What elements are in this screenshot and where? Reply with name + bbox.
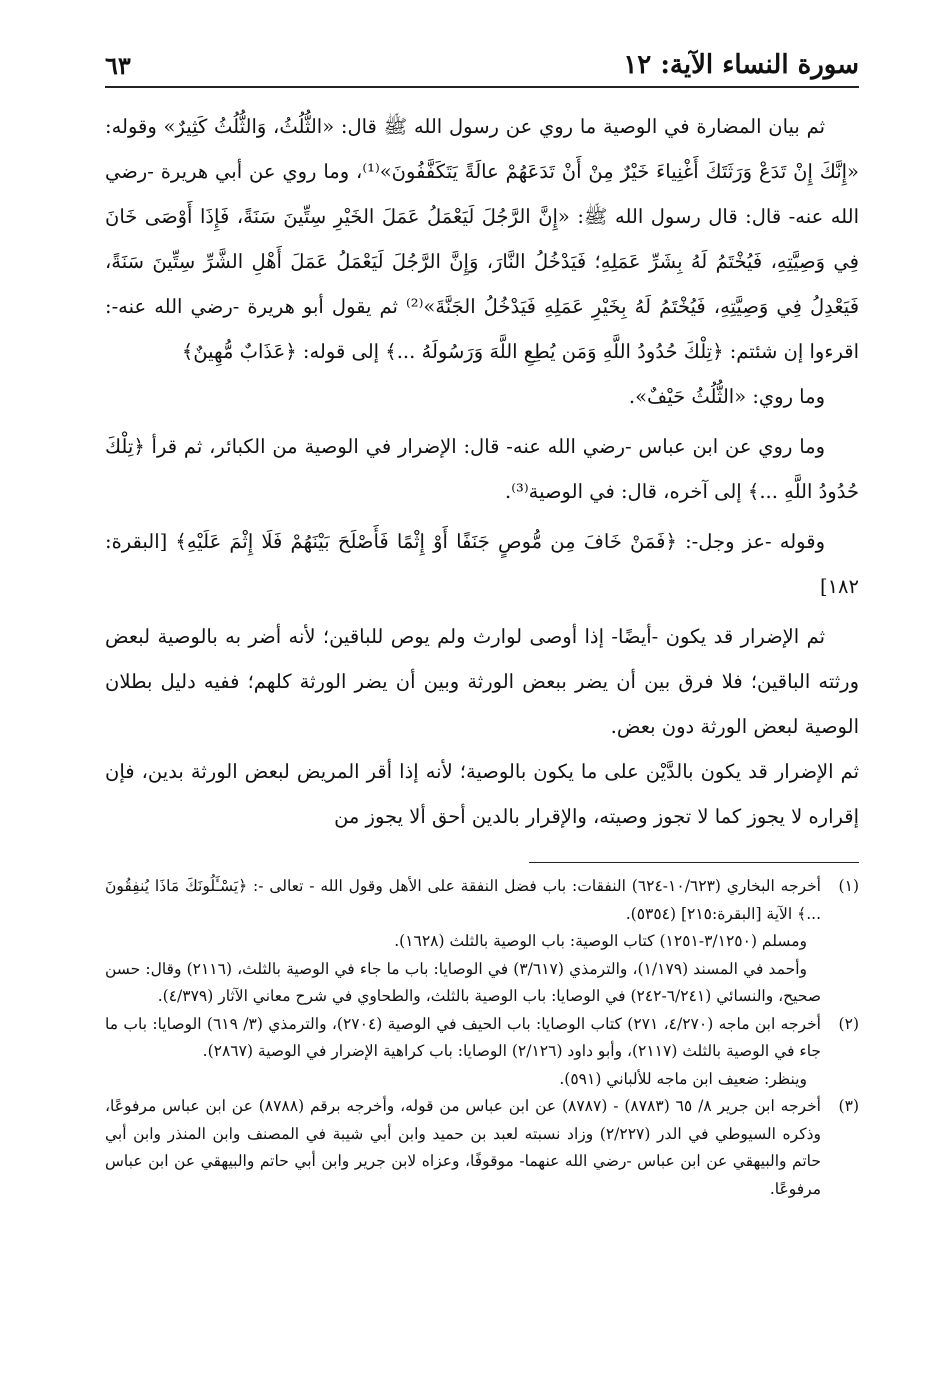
footnote-text: أخرجه ابن جرير ٨/ ٦٥ (٨٧٨٣) - (٨٧٨٧) عن ابن عباس من قوله، وأخرجه برقم (٨٧٨٨) عن ابن عباس مرفوعًا، وذكره السيوطي في الدر (٢/٢٢٧) وزاد نسبته لعبد بن حميد وابن أبي شيبة في المصنف وابن المنذر وابن أبي حاتم والبيهقي عن ابن عباس -رضي الله عنهما- موقوفًا، وعزاه لابن جرير وابن أبي حاتم والبيهقي عن ابن عباس مرفوعًا.	[105, 1097, 821, 1198]
footnote-3	[105, 1093, 859, 1203]
paragraph-1: ثم بيان المضارة في الوصية ما روي عن رسول الله ﷺ قال: «الثُّلُثُ، وَالثُّلُثُ كَثِيرٌ» وقوله: «إِنَّكَ إِنْ تَدَعْ وَرَثَتَكَ أَغْنِياءَ خَيْرٌ مِنْ أَنْ تَدَعَهُمْ عالَةً يَتَكَفَّفُونَ»⁽¹⁾، وما روي عن أبي هريرة -رضي الله عنه- قال: قال رسول الله ﷺ: «إِنَّ الرَّجُلَ لَيَعْمَلُ عَمَلَ الخَيْرِ سِتِّينَ سَنَةً، فَإِذَا أَوْصَى خَانَ فِي وَصِيَّتِهِ، فَيُخْتَمُ لَهُ بِشَرِّ عَمَلِهِ؛ فَيَدْخُلُ النَّارَ، وَإِنَّ الرَّجُلَ لَيَعْمَلُ عَمَلَ أَهْلِ الشَّرِّ سِتِّينَ سَنَةً، فَيَعْدِلُ فِي وَصِيَّتِهِ، فَيُخْتَمُ لَهُ بِخَيْرِ عَمَلِهِ فَيَدْخُلُ الجَنَّةَ»⁽²⁾ ثم يقول أبو هريرة -رضي الله عنه-: اقرءوا إن شئتم: ﴿تِلْكَ حُدُودُ اللَّهِ وَمَن يُطِعِ اللَّهَ وَرَسُولَهُ ...﴾ إلى قوله: ﴿عَذَابٌ مُّهِينٌ﴾	[105, 115, 860, 363]
paragraph-5: ثم الإضرار قد يكون -أيضًا- إذا أوصى لوارث ولم يوص للباقين؛ لأنه أضر به بالوصية لبعض ورثته الباقين؛ فلا فرق بين أن يضر ببعض الورثة وبين أن يضر الورثة كلهم؛ ففيه دليل بطلان الوصية لبعض الورثة دون بعض.	[105, 625, 859, 738]
footnote-2	[105, 1011, 859, 1094]
footnote-separator	[529, 862, 859, 863]
running-title: سورة النساء الآية: ١٢	[623, 50, 859, 80]
footnote-text: ومسلم (٣/١٢٥٠-١٢٥١) كتاب الوصية: باب الوصية بالثلث (١٦٢٨).	[394, 932, 807, 950]
paragraph-4: وقوله -عز وجل-: ﴿فَمَنْ خَافَ مِن مُّوصٍ جَنَفًا أَوْ إِثْمًا فَأَصْلَحَ بَيْنَهُمْ فَلَا إِثْمَ عَلَيْهِ﴾ [البقرة: ١٨٢]	[105, 530, 859, 598]
footnote-text: أخرجه البخاري (١٠/٦٢٣-٦٢٤) النفقات: باب فضل النفقة على الأهل وقول الله - تعالى -: ﴿يَسْـَٔلُونَكَ مَاذَا يُنفِقُونَ ...﴾ الآية [البقرة:٢١٥] (٥٣٥٤).	[105, 877, 821, 923]
page-header	[105, 40, 859, 88]
footnote-number: (٢)	[838, 1014, 859, 1033]
page-number: ٦٣	[105, 51, 131, 80]
footnote-text: وأحمد في المسند (١/١٧٩)، والترمذي (٣/٦١٧) في الوصايا: باب ما جاء في الوصية بالثلث، (٢١١٦) وقال: حسن صحيح، والنسائي (٦/٢٤١-٢٤٢) في الوصايا: باب الوصية بالثلث، والطحاوي في شرح معاني الآثار (٤/٣٧٩).	[105, 959, 821, 1005]
footnote-text: أخرجه ابن ماجه (٤/٢٧٠، ٢٧١) كتاب الوصايا: باب الحيف في الوصية (٢٧٠٤)، والترمذي (٣/ ٦١٩) الوصايا: باب ما جاء في الوصية بالثلث (٢١١٧)، وأبو داود (٢/١٢٦) الوصايا: باب كراهية الإضرار في الوصية (٢٨٦٧).	[105, 1014, 821, 1060]
paragraph-3: وما روي عن ابن عباس -رضي الله عنه- قال: الإضرار في الوصية من الكبائر، ثم قرأ ﴿تِلْكَ حُدُودُ اللَّهِ ...﴾ إلى آخره، قال: في الوصية⁽³⁾.	[105, 435, 859, 503]
main-text	[105, 104, 859, 839]
footnote-number: (١)	[838, 877, 859, 895]
footnote-1	[105, 873, 859, 1011]
footnotes	[105, 873, 859, 1203]
paragraph-6: ثم الإضرار قد يكون بالدَّيْن على ما يكون بالوصية؛ لأنه إذا أقر المريض لبعض الورثة بدين، فإن إقراره لا يجوز كما لا تجوز وصيته، والإقرار بالدين أحق ألا يجوز من	[105, 760, 859, 828]
footnote-number: (٣)	[838, 1097, 859, 1115]
footnote-text: وينظر: ضعيف ابن ماجه للألباني (٥٩١).	[559, 1069, 807, 1088]
paragraph-2: وما روي: «الثُّلُثُ حَيْفٌ».	[628, 385, 825, 408]
